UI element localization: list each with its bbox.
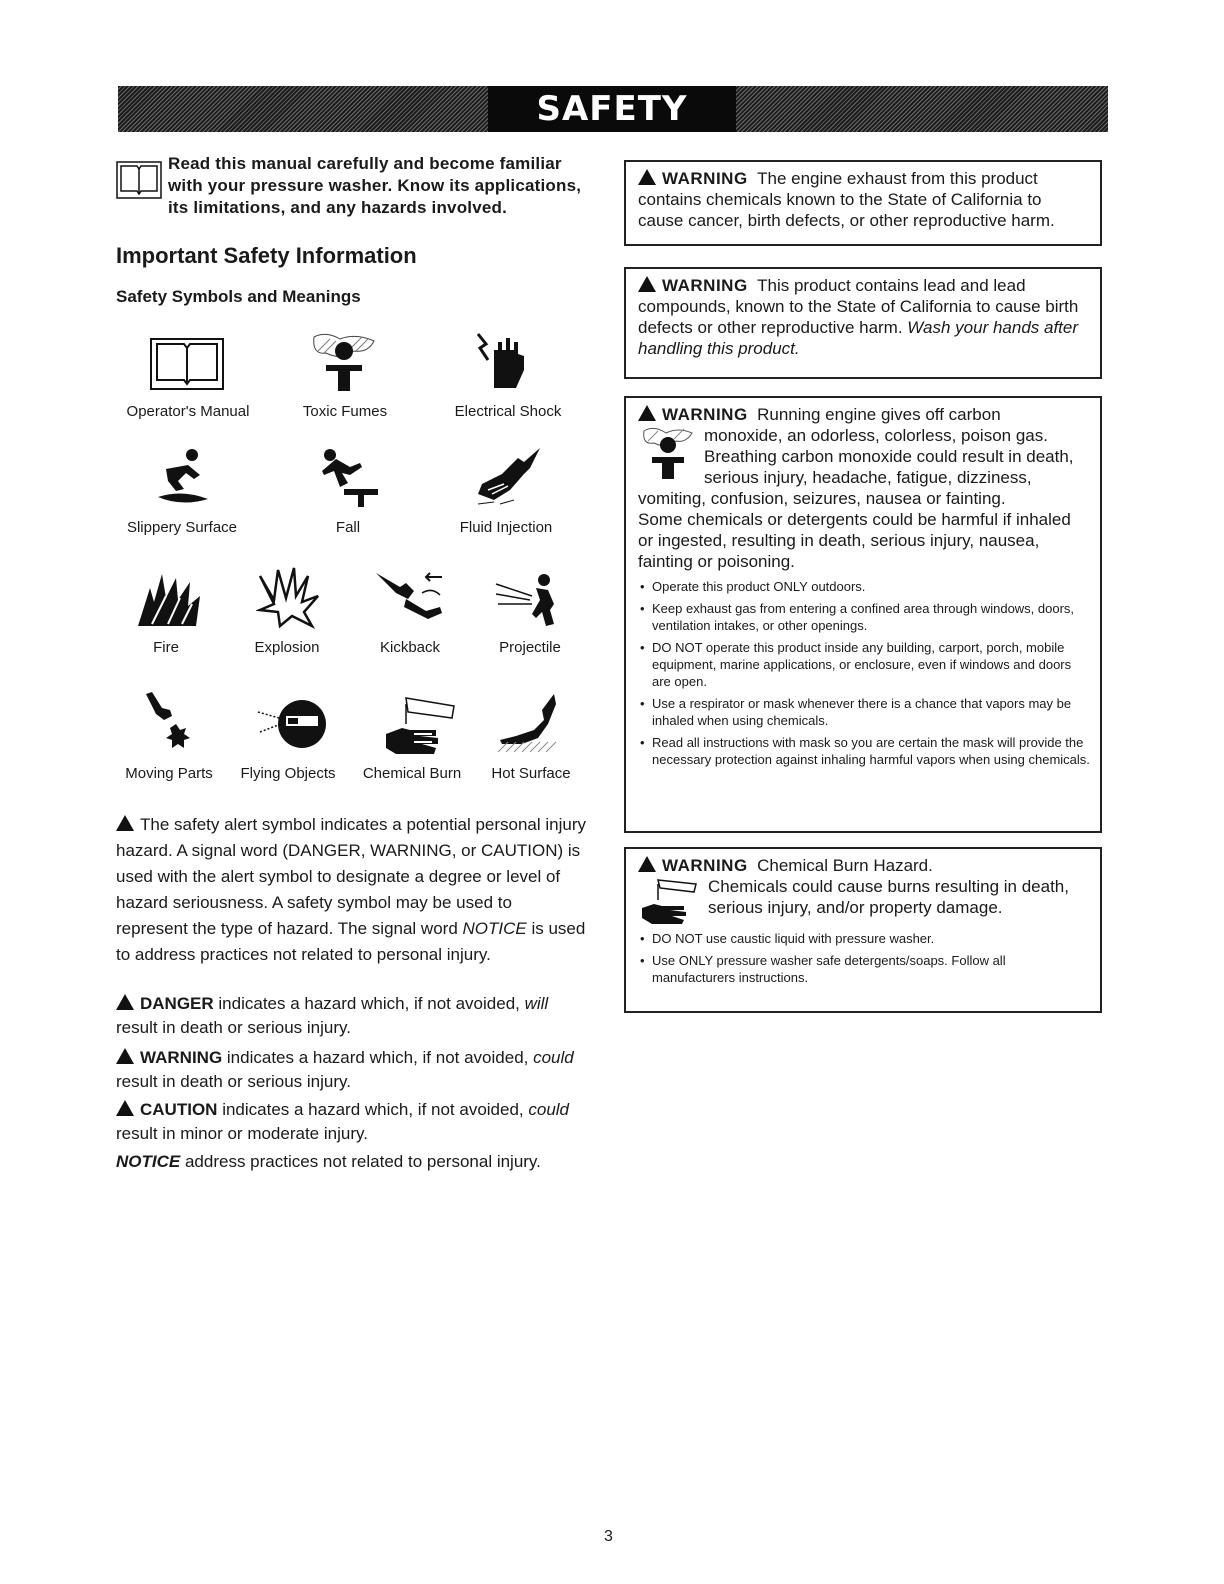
alert-icon xyxy=(638,856,656,872)
symbol-label: Fall xyxy=(335,519,361,536)
symbol-label: Kickback xyxy=(379,639,441,656)
toxic-fumes-icon xyxy=(306,333,382,393)
alert-icon xyxy=(638,169,656,185)
list-item: • Use a respirator or mask whenever there is a chance that vapors may be inhaled when using chemicals. xyxy=(638,695,1090,729)
warning-text: vomiting, confusion, seizures, nausea or fainting. xyxy=(638,489,1006,508)
list-item: • DO NOT use caustic liquid with pressure washer. xyxy=(638,930,1090,947)
warning-bullets xyxy=(638,578,1090,768)
alert-icon xyxy=(116,1100,134,1116)
symbol-label: Moving Parts xyxy=(125,765,213,782)
flying-objects-icon xyxy=(256,692,328,754)
symbol-label: Chemical Burn xyxy=(362,765,462,782)
fluid-injection-icon xyxy=(474,444,544,508)
warning-text: Chemicals could cause burns resulting in death, serious injury, and/or property damage. xyxy=(708,877,1069,917)
symbol-label: Electrical Shock xyxy=(454,403,562,420)
list-item: • Keep exhaust gas from entering a confined area through windows, doors, ventilation intakes, or other openings. xyxy=(638,600,1090,634)
warning-box-carbon-monoxide: WARNING Running engine gives off carbon monoxide, an odorless, colorless, poison gas. Breathing carbon monoxide could result in death, serious injury, headache, fatigue, dizziness, vomiting, confusion, seizures, nausea or fainting. Some chemicals or detergents could be harmful if inhaled or ingested, resulting in death, serious injury, nausea, fainting or poisoning. • Operate this product ONLY outdoors. • Keep exhaust gas from entering a confined area through windows, doors, ventilation intakes, or other openings. • DO NOT operate this product inside any building, carport, porch, mobile equipment, marine applications, or enclosure, even if windows and doors are open. • Use a respirator or mask whenever there is a chance that vapors may be inhaled when using chemicals. • Read all instructions with mask so you are certain the mask will provide the necessary protection against inhaling harmful vapors when using chemicals. xyxy=(624,396,1102,833)
projectile-icon xyxy=(492,570,562,628)
alert-icon xyxy=(116,1048,134,1064)
symbol-label: Flying Objects xyxy=(240,765,336,782)
symbol-label: Slippery Surface xyxy=(126,519,238,536)
notice-definition: NOTICE address practices not related to personal injury. xyxy=(116,1152,541,1171)
warning-bullets xyxy=(638,930,1090,986)
alert-icon xyxy=(638,405,656,421)
alert-icon xyxy=(638,276,656,292)
symbol-label: Toxic Fumes xyxy=(302,403,388,420)
page-title: SAFETY RULES xyxy=(488,86,736,132)
section-title: Important Safety Information xyxy=(116,243,417,268)
intro-text: Read this manual carefully and become familiar with your pressure washer. Know its applications, its limitations, and any hazards involved. xyxy=(168,154,582,217)
list-item: • Read all instructions with mask so you are certain the mask will provide the necessary protection against inhaling harmful vapors when using chemicals. xyxy=(638,734,1090,768)
chemical-burn-icon xyxy=(638,876,700,924)
alert-icon xyxy=(116,994,134,1010)
symbol-label: Fluid Injection xyxy=(459,519,553,536)
caution-definition: CAUTION indicates a hazard which, if not avoided, could result in minor or moderate injury. xyxy=(116,1100,570,1143)
symbol-label: Explosion xyxy=(254,639,320,656)
warning-text: monoxide, an odorless, colorless, poison gas. Breathing carbon monoxide could result in death, serious injury, headache, fatigue, dizziness, xyxy=(704,426,1074,487)
explosion-icon xyxy=(256,566,320,630)
symbol-label: Operator's Manual xyxy=(126,403,250,420)
moving-parts-icon xyxy=(142,690,196,754)
list-item: • DO NOT operate this product inside any building, carport, porch, mobile equipment, marine applications, or enclosure, even if windows and doors are open. xyxy=(638,639,1090,690)
hot-surface-icon xyxy=(494,690,560,756)
fire-icon xyxy=(132,568,204,628)
kickback-icon xyxy=(370,567,450,623)
fall-icon xyxy=(316,445,380,507)
symbol-label: Fire xyxy=(153,639,179,656)
symbol-label: Hot Surface xyxy=(491,765,571,782)
page-number: 3 xyxy=(604,1528,613,1545)
chemical-burn-icon xyxy=(376,690,460,756)
manual-icon xyxy=(116,158,162,200)
electrical-shock-icon xyxy=(472,330,536,392)
alert-explanation: The safety alert symbol indicates a potential personal injury hazard. A signal word (DANGER, WARNING, or CAUTION) is used with the alert symbol to designate a degree or level of hazard seriousness. A safety symbol may be used to represent the type of hazard. The signal word NOTICE is used to address practices not related to personal injury. xyxy=(116,815,587,964)
warning-text: Some chemicals or detergents could be harmful if inhaled or ingested, resulting in death, serious injury, nausea, fainting or poisoning. xyxy=(638,510,1071,571)
alert-icon xyxy=(116,815,134,831)
list-item: • Operate this product ONLY outdoors. xyxy=(638,578,1090,595)
list-item: • Use ONLY pressure washer safe detergents/soaps. Follow all manufacturers instructions. xyxy=(638,952,1090,986)
warning-box-chemical-burn: WARNING Chemical Burn Hazard. Chemicals could cause burns resulting in death, serious injury, and/or property damage. • DO NOT use caustic liquid with pressure washer. • Use ONLY pressure washer safe detergents/soaps. Follow all manufacturers instructions. xyxy=(624,847,1102,1013)
symbol-label: Projectile xyxy=(499,639,561,656)
section-subtitle: Safety Symbols and Meanings xyxy=(116,287,361,306)
slippery-surface-icon xyxy=(148,445,222,507)
warning-box-exhaust: WARNING The engine exhaust from this product contains chemicals known to the State of California to cause cancer, birth defects, or other reproductive harm. xyxy=(624,160,1102,246)
danger-definition: DANGER indicates a hazard which, if not avoided, will result in death or serious injury. xyxy=(116,994,549,1037)
manual-icon xyxy=(150,338,224,390)
toxic-fumes-icon xyxy=(638,425,698,481)
warning-box-lead: WARNING This product contains lead and lead compounds, known to the State of California to cause birth defects or other reproductive harm. Wash your hands after handling this product. xyxy=(624,267,1102,379)
warning-definition: WARNING indicates a hazard which, if not avoided, could result in death or serious injury. xyxy=(116,1048,574,1091)
